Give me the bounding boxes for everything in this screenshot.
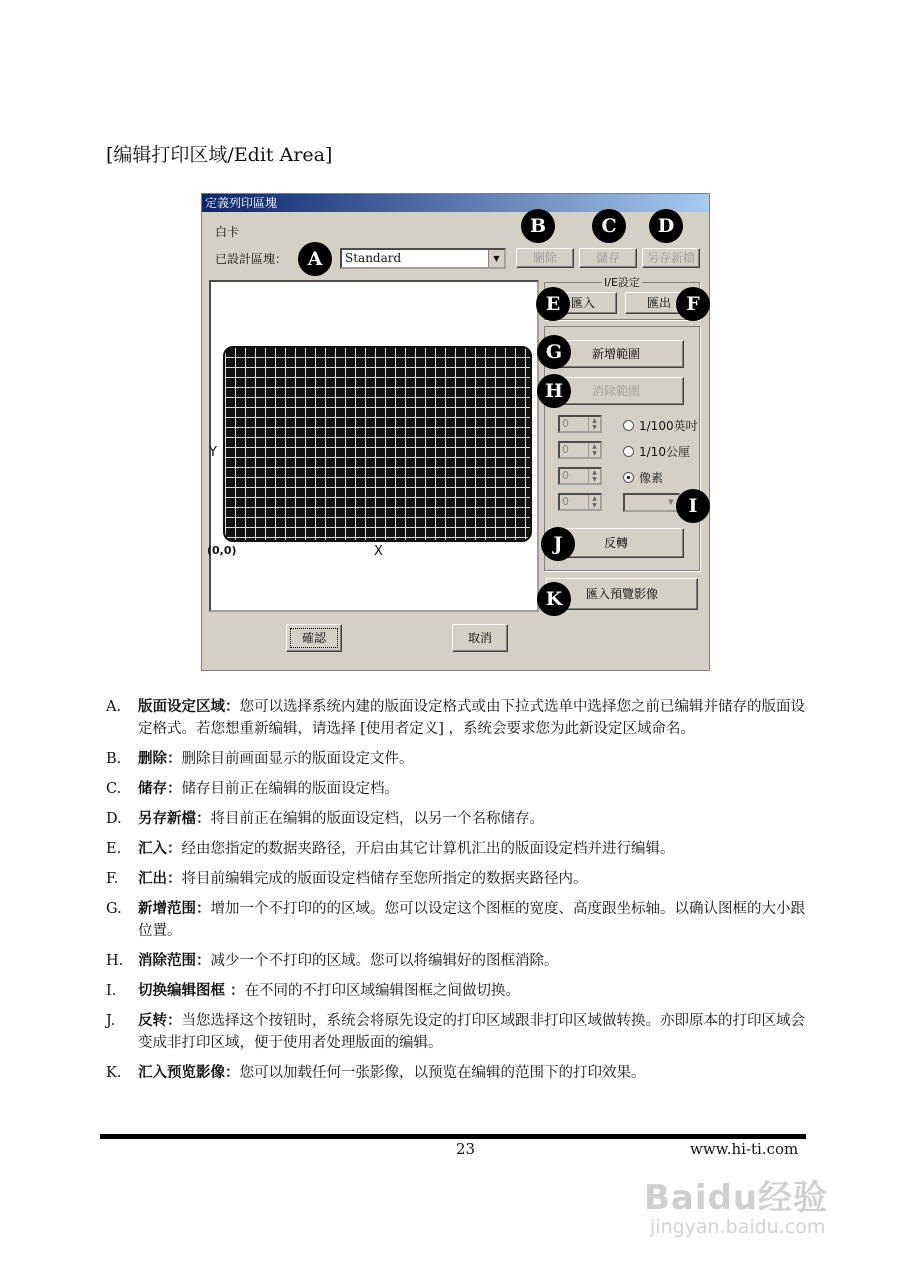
marker-c: C [592,209,626,243]
marker-e: E [536,287,570,321]
save-button[interactable]: 儲存 [579,248,637,268]
save-as-button[interactable]: 另存新檔 [642,248,700,268]
footer-website: www.hi-ti.com [690,1140,799,1158]
list-item: K. 汇入预览影像：您可以加载任何一张影像，以预览在编辑的范围下的打印效果。 [106,1064,646,1081]
designed-areas-label: 已設計區塊： [215,252,288,266]
card-label: 白卡 [215,225,240,239]
list-item: F. 汇出：将目前编辑完成的版面设定档储存至您所指定的数据夹路径内。 [106,870,588,887]
layout-select[interactable] [340,248,506,269]
chevron-down-icon[interactable]: ▼ [668,498,674,506]
x-axis-label: X [374,544,383,559]
marker-k: K [537,582,571,616]
radio-icon [623,446,634,457]
y-axis-label: Y [209,445,217,460]
baidu-watermark-logo: Baidu经验 [644,1178,829,1218]
dialog-titlebar: 定義列印區塊 [202,194,709,212]
define-print-area-dialog [201,193,710,671]
list-item: H. 消除范围：减少一个不打印的区域。您可以将编辑好的图框消除。 [106,952,559,969]
list-item: B. 删除：删除目前画面显示的版面设定文件。 [106,750,414,767]
cancel-button[interactable]: 取消 [452,624,508,652]
print-area-grid[interactable] [223,346,532,542]
height-stepper[interactable]: 0 ▲ ▼ [558,441,602,459]
remove-range-button[interactable]: 消除範圍 [548,377,684,405]
ie-settings-label: I/E設定 [604,276,640,289]
marker-g: G [537,335,571,369]
list-item: C. 储存：储存目前正在编辑的版面设定档。 [106,780,399,797]
origin-label: (0,0) [207,544,237,557]
marker-f: F [676,287,710,321]
edit-canvas[interactable] [209,280,539,612]
baidu-watermark-url: jingyan.baidu.com [650,1216,826,1238]
page-number: 23 [456,1140,476,1158]
unit-inch-radio[interactable]: 1/100英吋 [623,417,698,434]
unit-pixel-radio[interactable]: 像素 [623,469,663,486]
list-item: J. 反转：当您选择这个按钮时，系统会将原先设定的打印区域跟非打印区域做转换。亦即原本的打印区域会变成非打印区域，便于使用者处理版面的编辑。 [106,1012,805,1051]
add-range-button[interactable]: 新增範圍 [548,340,684,368]
section-title: [编辑打印区域/Edit Area] [106,144,333,166]
marker-d: D [649,209,683,243]
marker-h: H [537,374,571,408]
import-button[interactable]: 匯入 [549,292,617,314]
radio-selected-icon [623,472,634,483]
description-list [106,696,806,1092]
export-button[interactable]: 匯出 [625,292,693,314]
chevron-down-icon[interactable]: ▼ [488,250,504,267]
footer-divider [100,1134,806,1139]
list-item: A. 版面设定区域：您可以选择系统内建的版面设定格式或由下拉式选单中选择您之前已编辑并储存的版面设定格式。若您想重新编辑，请选择 [使用者定义] ，系统会要求您为此新设定区域命名。 [106,698,805,737]
list-item: E. 汇入：经由您指定的数据夹路径，开启由其它计算机汇出的版面设定档并进行编辑。 [106,840,675,857]
radio-icon [623,420,634,431]
spin-arrows-icon[interactable]: ▲ ▼ [588,469,600,483]
list-item: I. 切换编辑图框 ：在不同的不打印区域编辑图框之间做切换。 [106,982,521,999]
invert-button[interactable]: 反轉 [548,528,684,558]
spin-arrows-icon[interactable]: ▲ ▼ [588,417,600,431]
list-item: D. 另存新檔：将目前正在编辑的版面设定档，以另一个名称储存。 [106,810,544,827]
list-item: G. 新增范围：增加一个不打印的的区域。您可以设定这个图框的宽度、高度跟坐标轴。以确认图框的大小跟位置。 [106,900,805,939]
y-stepper[interactable]: 0 ▲ ▼ [558,493,602,511]
delete-button[interactable]: 刪除 [516,248,574,268]
width-stepper[interactable]: 0 ▲ ▼ [558,415,602,433]
x-stepper[interactable]: 0 ▲ ▼ [558,467,602,485]
import-preview-button[interactable]: 匯入預覽影像 [546,578,698,610]
layout-select-value: Standard [345,251,402,265]
marker-a: A [298,242,332,276]
marker-i: I [676,489,710,523]
marker-j: J [541,527,575,561]
unit-mm-radio[interactable]: 1/10公厘 [623,443,690,460]
ok-button[interactable]: 確認 [286,624,342,652]
marker-b: B [521,209,555,243]
frame-switch-select[interactable] [623,493,680,512]
spin-arrows-icon[interactable]: ▲ ▼ [588,443,600,457]
spin-arrows-icon[interactable]: ▲ ▼ [588,495,600,509]
